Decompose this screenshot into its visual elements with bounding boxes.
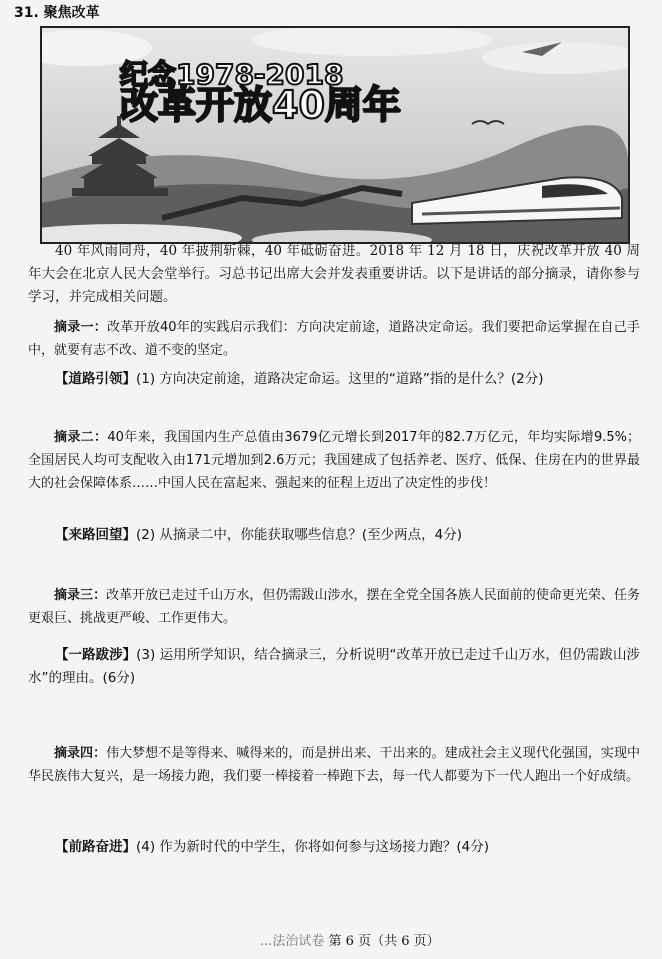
intro-paragraph: 40 年风雨同舟，40 年披荆斩棘，40 年砥砺奋进。2018 年 12 月 18 日，庆祝改革开放 40 周年大会在北京人民大会堂举行。习总书记出席大会并发表重要讲话。以下是讲话的部分摘录，请你参与学习，并完成相关问题。 xyxy=(28,243,640,305)
question-4 xyxy=(28,836,640,859)
page-footer xyxy=(260,930,440,949)
excerpt-4-text: 伟大梦想不是等得来、喊得来的，而是拼出来、干出来的。建成社会主义现代化强国，实现中华民族伟大复兴，是一场接力跑，我们要一棒接着一棒跑下去，每一代人都要为下一代人跑出一个好成绩。 xyxy=(28,746,640,784)
banner-title-line2: 改革开放40周年 xyxy=(120,83,401,127)
banner-title-line1: 纪念1978-2018 xyxy=(120,58,344,91)
excerpt-2 xyxy=(28,426,640,495)
question-2 xyxy=(28,524,640,547)
excerpt-2-text: 40年来，我国国内生产总值由3679亿元增长到2017年的82.7万亿元，年均实际增9.5%；全国居民人均可支配收入由171元增加到2.6万元；我国建成了包括养老、医疗、低保、住房在内的世界最大的社会保障体系……中国人民在富起来、强起来的征程上迈出了决定性的步伐！ xyxy=(28,430,640,491)
banner-illustration xyxy=(42,28,628,242)
question-3-text: (3) 运用所学知识，结合摘录三，分析说明“改革开放已走过千山万水，但仍需跋山涉水”的理由。(6分) xyxy=(28,647,640,686)
question-2-tag: 【来路回望】 xyxy=(55,527,136,543)
question-1-text: (1) 方向决定前途，道路决定命运。这里的“道路”指的是什么？(2分) xyxy=(136,371,544,387)
question-4-text: (4) 作为新时代的中学生，你将如何参与这场接力跑？(4分) xyxy=(136,839,490,855)
excerpt-3 xyxy=(28,584,640,630)
excerpt-3-text: 改革开放已走过千山万水，但仍需跋山涉水，摆在全党全国各族人民面前的使命更光荣、任务更艰巨、挑战更严峻、工作更伟大。 xyxy=(28,588,640,626)
footer-page-number: 第 6 页（共 6 页） xyxy=(328,934,440,949)
excerpt-1 xyxy=(28,316,640,362)
question-1 xyxy=(28,368,640,391)
excerpt-1-label: 摘录一： xyxy=(54,320,107,335)
commemorative-banner-image xyxy=(40,26,630,244)
excerpt-1-text: 改革开放40年的实践启示我们：方向决定前途，道路决定命运。我们要把命运掌握在自己手中，就要有志不改、道不变的坚定。 xyxy=(28,320,640,358)
question-2-text: (2) 从摘录二中，你能获取哪些信息？(至少两点，4分) xyxy=(136,527,463,543)
excerpt-4-label: 摘录四： xyxy=(54,746,107,761)
excerpt-2-label: 摘录二： xyxy=(54,430,108,445)
question-4-tag: 【前路奋进】 xyxy=(55,839,136,855)
question-3-tag: 【一路跋涉】 xyxy=(55,647,137,663)
question-3 xyxy=(28,644,640,690)
question-number: 31. 聚焦改革 xyxy=(14,5,100,21)
excerpt-4 xyxy=(28,742,640,788)
question-1-tag: 【道路引领】 xyxy=(55,371,136,387)
excerpt-3-label: 摘录三： xyxy=(54,588,107,603)
footer-exam-name: ...法治试卷 xyxy=(260,934,325,949)
